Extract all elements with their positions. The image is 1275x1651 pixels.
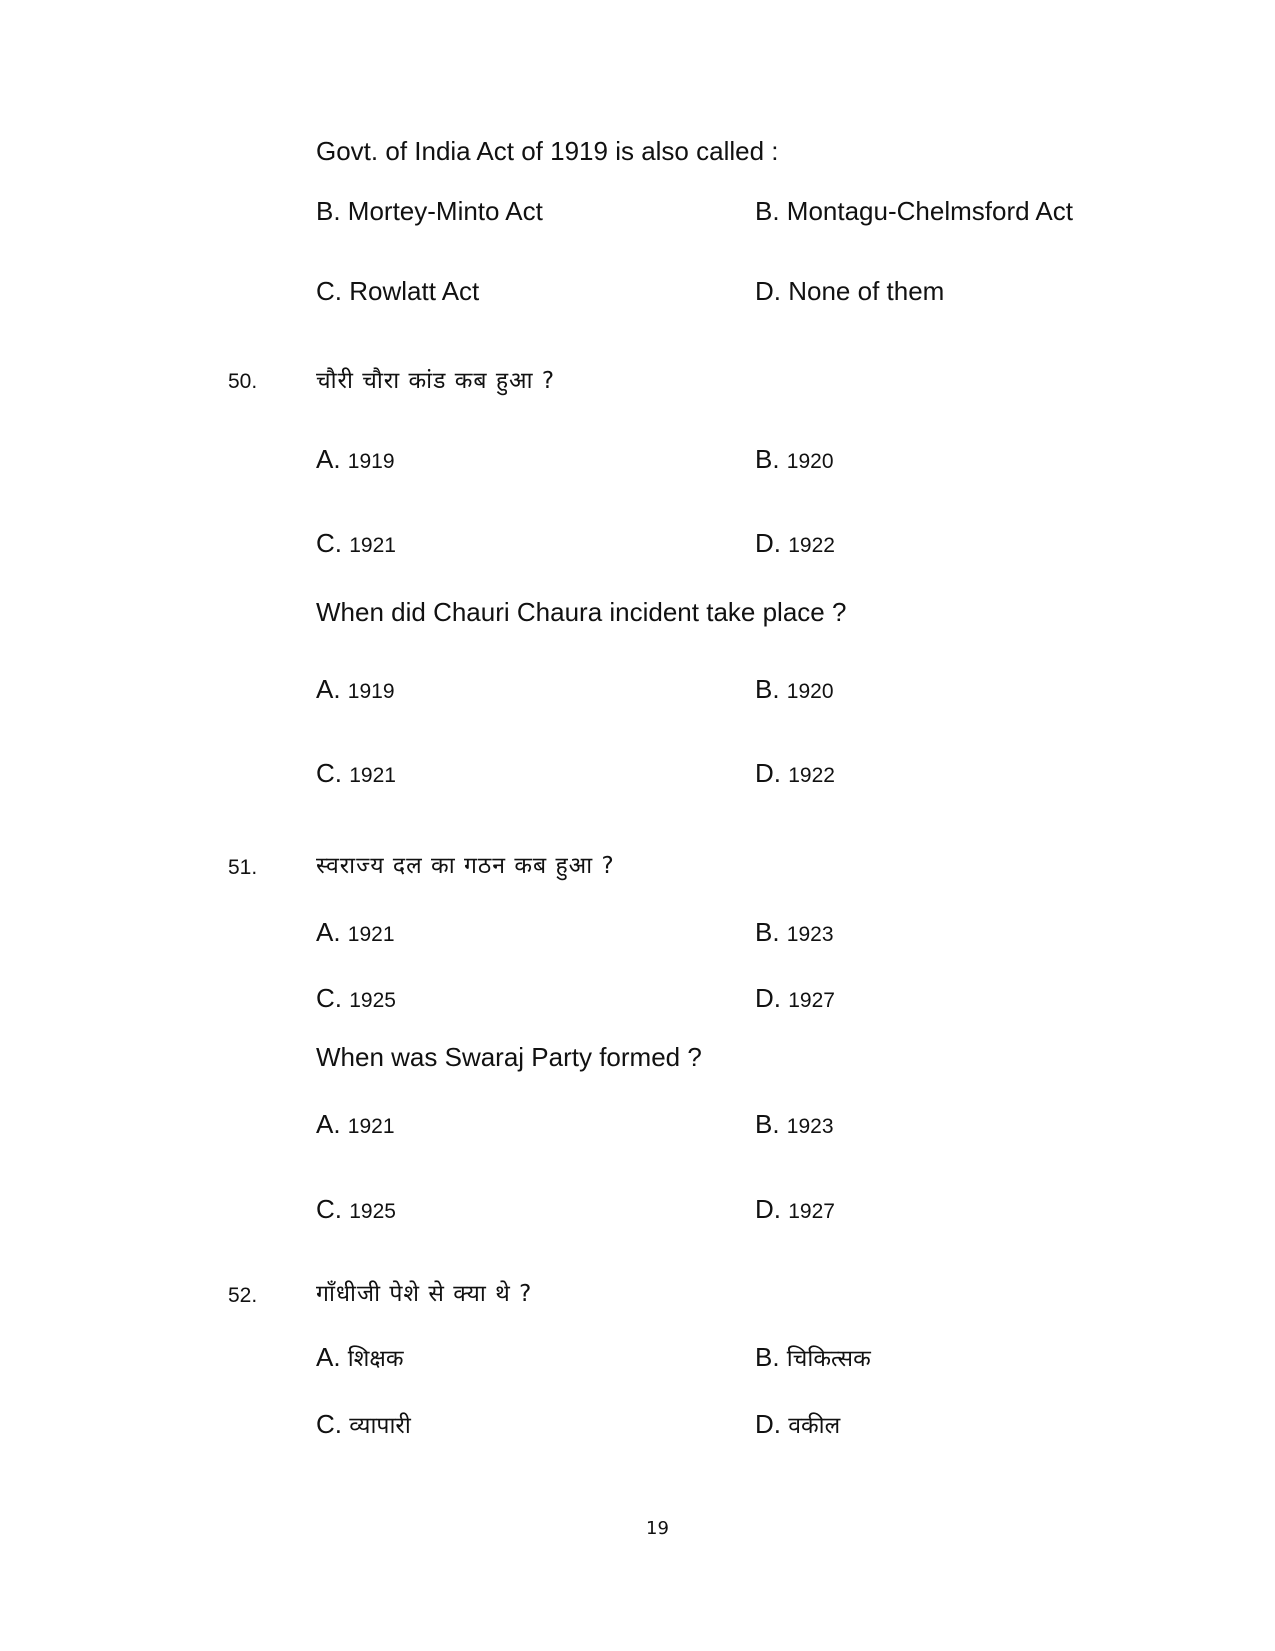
option-text: व्यापारी [349,1413,411,1439]
option-letter: D. [755,276,789,306]
option-text: 1919 [347,680,395,703]
page-number: 19 [646,1518,669,1539]
q51-hi-option-c [316,983,396,1014]
option-letter: A. [316,1342,348,1372]
q50-hi-option-c [316,528,396,559]
option-text: चिकित्सक [786,1346,871,1372]
q49-en-option-3 [316,276,479,307]
option-text: 1921 [349,534,396,557]
q51-hi-option-b [755,917,834,948]
q50-en-option-a [316,674,395,705]
option-text: 1923 [786,1115,834,1138]
option-text: Mortey-Minto Act [347,196,543,226]
q51-en-question: When was Swaraj Party formed ? [316,1042,702,1072]
q50-hi-option-b [755,444,834,475]
q51-en-option-a [316,1109,395,1140]
option-letter: D. [755,758,789,788]
q49-en-option-1 [316,196,543,227]
option-text: 1921 [349,764,396,787]
q50-number: 50. [228,370,258,393]
option-letter: C. [316,1409,350,1439]
option-text: 1920 [786,450,834,473]
q51-en-option-c [316,1194,396,1225]
q49-en-option-4 [755,276,944,307]
q52-hi-option-d [755,1408,840,1440]
option-text: Rowlatt Act [349,276,480,306]
option-letter: C. [316,983,350,1013]
q49-en-question: Govt. of India Act of 1919 is also called : [316,136,779,166]
q49-en-option-2 [755,196,1073,227]
q50-hi-option-d [755,528,835,559]
q50-en-question: When did Chauri Chaura incident take place ? [316,597,847,627]
option-letter: A. [316,674,348,704]
q52-hi-option-b [755,1341,871,1373]
option-letter: B. [755,1342,787,1372]
option-text: 1921 [347,1115,395,1138]
q51-hi-option-d [755,983,835,1014]
option-letter: A. [316,917,348,947]
option-text: शिक्षक [347,1346,404,1372]
option-letter: C. [316,758,350,788]
option-letter: D. [755,1194,789,1224]
q51-number: 51. [228,856,258,879]
option-letter: B. [755,196,787,226]
option-letter: C. [316,276,350,306]
option-text: 1919 [347,450,395,473]
option-letter: B. [316,196,348,226]
option-letter: D. [755,528,789,558]
q50-hi-question: चौरी चौरा कांड कब हुआ ? [316,368,556,394]
option-letter: B. [755,674,787,704]
option-text: 1927 [788,1200,835,1223]
q50-en-option-c [316,758,396,789]
option-letter: C. [316,1194,350,1224]
q51-hi-question: स्वराज्य दल का गठन कब हुआ ? [316,853,615,879]
option-letter: B. [755,917,787,947]
q51-en-option-b [755,1109,834,1140]
option-text: Montagu-Chelmsford Act [786,196,1073,226]
option-text: 1925 [349,1200,396,1223]
option-text: 1922 [788,764,835,787]
option-text: 1925 [349,989,396,1012]
option-letter: A. [316,1109,348,1139]
option-text: 1922 [788,534,835,557]
option-letter: D. [755,1409,789,1439]
q52-number: 52. [228,1284,258,1307]
q52-hi-question: गाँधीजी पेशे से क्या थे ? [316,1281,533,1307]
q52-hi-option-c [316,1408,411,1440]
q52-hi-option-a [316,1341,404,1373]
option-letter: C. [316,528,350,558]
option-text: वकील [788,1413,841,1439]
option-letter: B. [755,1109,787,1139]
option-text: 1921 [347,923,395,946]
q51-hi-option-a [316,917,395,948]
option-letter: A. [316,444,348,474]
option-text: 1927 [788,989,835,1012]
q50-en-option-d [755,758,835,789]
option-text: 1923 [786,923,834,946]
option-letter: B. [755,444,787,474]
option-text: 1920 [786,680,834,703]
option-text: None of them [788,276,945,306]
q50-en-option-b [755,674,834,705]
option-letter: D. [755,983,789,1013]
q50-hi-option-a [316,444,395,475]
q51-en-option-d [755,1194,835,1225]
